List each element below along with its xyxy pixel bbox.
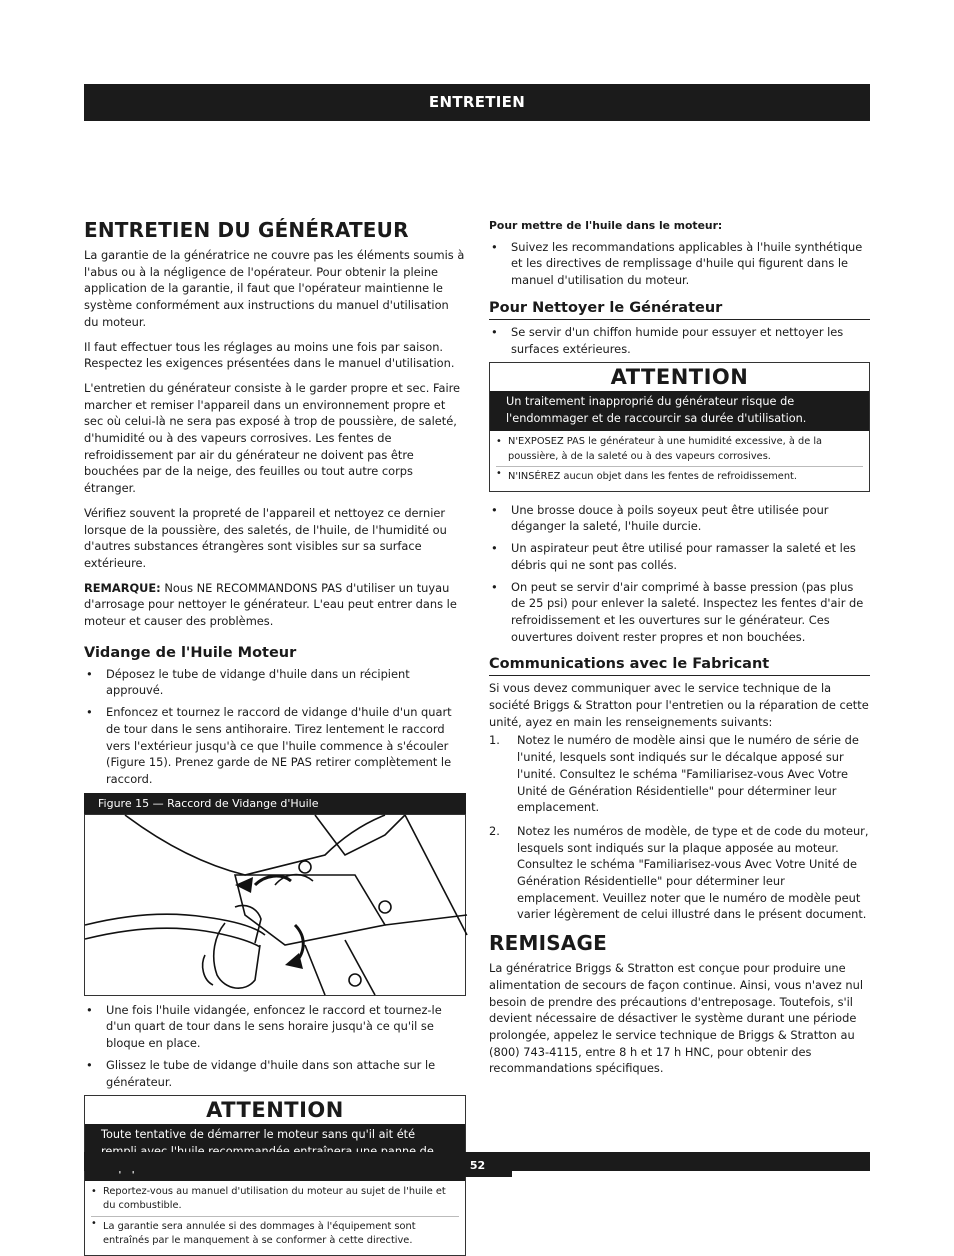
attention-box (489, 362, 870, 492)
left-column (84, 218, 466, 1256)
figure-caption: Figure 15 — Raccord de Vidange d'Huile (84, 793, 466, 814)
list-item: • Un aspirateur peut être utilisé pour ramasser la saleté et les débris qui ne sont pas collés. (489, 540, 870, 573)
bullet-list (84, 666, 466, 788)
remarque-label: REMARQUE: (84, 580, 161, 595)
list-item (489, 732, 870, 816)
item-text: Notez le numéro de modèle ainsi que le numéro de série de l'unité, lesquels sont indiqués sur le décalque apposé sur l'unité. Consultez le schéma "Familiarisez-vous Avec Votre Unité de Génération Résidentielle" pour déterminer leur emplacement. (517, 733, 859, 815)
oil-fill-lead: Pour mettre de l'huile dans le moteur: (489, 219, 723, 232)
oil-drain-illustration (85, 815, 467, 997)
bullet-list (84, 1002, 466, 1091)
attention-item: • N'INSÉREZ aucun objet dans les fentes de refroidissement. (496, 466, 863, 485)
list-item: • Glissez le tube de vidange d'huile dans son attache sur le générateur. (84, 1057, 466, 1090)
subsection-title: Vidange de l'Huile Moteur (84, 644, 297, 661)
figure-illustration (84, 814, 466, 996)
paragraph: Vérifiez souvent la propreté de l'appareil et nettoyez ce dernier lorsque de la poussière, des saletés, de l'huile, de l'humidité ou d'autres substances étrangères sont visibles sur sa surface extérieure. (84, 505, 447, 570)
bullet-list (489, 502, 870, 646)
item-number: 2. (489, 823, 500, 838)
list-item: • Se servir d'un chiffon humide pour essuyer et nettoyer les surfaces extérieures. (489, 324, 870, 357)
list-item: • Suivez les recommandations applicables à l'huile synthétique et les directives de remplissage d'huile qui figurent dans le manuel d'utilisation du moteur. (489, 239, 870, 289)
attention-title: ATTENTION (610, 365, 749, 390)
rotate-arrow-icon (235, 877, 253, 893)
attention-list (85, 1181, 465, 1255)
page-number: 52 (443, 1152, 512, 1177)
remarque-text: Nous NE RECOMMANDONS PAS d'utiliser un tuyau d'arrosage pour nettoyer le générateur. L'eau peut entrer dans le moteur et causer des problèmes. (84, 580, 457, 629)
section-header: ENTRETIEN (84, 84, 870, 121)
numbered-list (489, 732, 870, 923)
paragraph: La génératrice Briggs & Stratton est conçue pour produire une alimentation de secours de façon continue. Ainsi, vous n'avez nul besoin de prendre des précautions d'entreposage. Toutefois, s'il devient nécessaire de désactiver le système durant une période prolongée, appelez le service technique de Briggs & Stratton au (800) 743-4115, entre 8 h et 17 h HNC, pour obtenir des recommandations spécifiques. (489, 961, 863, 1076)
subsection-title: Communications avec le Fabricant (489, 655, 870, 676)
attention-message: Un traitement inapproprié du générateur risque de l'endommager et de raccourcir sa durée d'utilisation. (490, 391, 869, 431)
paragraph: Il faut effectuer tous les réglages au moins une fois par saison. Respectez les exigences présentées dans le manuel d'utilisation. (84, 339, 455, 371)
item-number: 1. (489, 733, 500, 748)
list-item: • Une fois l'huile vidangée, enfoncez le raccord et tournez-le d'un quart de tour dans le sens horaire jusqu'à ce qu'il se bloque en place. (84, 1002, 466, 1052)
paragraph: L'entretien du générateur consiste à le garder propre et sec. Faire marcher et remiser l'appareil dans un environnement propre et sec où celui-là ne sera pas exposé à trop de poussière, de saleté, d'humidité ou à des vapeurs corrosives. Les fentes de refroidissement par air du générateur ne doivent pas être bouchées par de la neige, des feuilles ou tout autre corps étranger. (84, 380, 461, 496)
paragraph: La garantie de la génératrice ne couvre pas les éléments soumis à l'abus ou à la négligence de l'opérateur. Pour obtenir la pleine application de la garantie, il faut que l'opérateur maintienne le système conformément aux instructions du manuel d'utilisation du moteur. (84, 248, 465, 329)
list-item: • Déposez le tube de vidange d'huile dans un récipient approuvé. (84, 666, 466, 699)
section-title: REMISAGE (489, 931, 607, 956)
item-text: Notez les numéros de modèle, de type et de code du moteur, lesquels sont indiqués sur la plaque apposée au moteur. Consultez le schéma "Familiarisez-vous Avec Votre Unité de Génération Résidentielle" pour déterminer leur emplacement. Veuillez noter que le numéro de modèle peut varier légèrement de celui illustré dans le présent document. (517, 823, 869, 922)
right-column (489, 218, 870, 1085)
bullet-list (489, 324, 870, 357)
attention-list (490, 431, 869, 491)
attention-title: ATTENTION (206, 1098, 344, 1123)
attention-box (84, 1095, 466, 1256)
list-item: • Enfoncez et tournez le raccord de vidange d'huile d'un quart de tour dans le sens antihoraire. Tirez lentement le raccord vers l'extérieur jusqu'à ce que l'huile commence à s'écouler (Figure 15). Prenez garde de NE PAS retirer complètement le raccord. (84, 704, 466, 788)
list-item (489, 823, 870, 923)
list-item: • Une brosse douce à poils soyeux peut être utilisée pour déganger la saleté, l'huile durcie. (489, 502, 870, 535)
list-item: • On peut se servir d'air comprimé à basse pression (pas plus de 25 psi) pour enlever la saleté. Inspectez les fentes d'air de refroidissement et les ouvertures sur le générateur. Ces ouvertures doivent rester propres et non bouchées. (489, 579, 870, 646)
paragraph: Si vous devez communiquer avec le service technique de la société Briggs & Stratton pour l'entretien ou la réparation de cette unité, ayez en main les renseignements suivants: (489, 681, 869, 729)
remarque-note (84, 580, 466, 630)
section-title: ENTRETIEN DU GÉNÉRATEUR (84, 218, 409, 242)
attention-item: • Reportez-vous au manuel d'utilisation du moteur au sujet de l'huile et du combustible. (91, 1185, 459, 1214)
attention-item: • N'EXPOSEZ PAS le générateur à une humidité excessive, à de la poussière, à de la saleté ou à des vapeurs corrosives. (496, 435, 863, 464)
attention-item: • La garantie sera annulée si des dommages à l'équipement sont entraînés par le manquement à se conformer à cette directive. (91, 1216, 459, 1249)
attention-message: Toute tentative de démarrer le moteur sans qu'il ait été (85, 1124, 465, 1181)
subsection-title: Pour Nettoyer le Générateur (489, 299, 870, 320)
bullet-list (489, 239, 870, 289)
